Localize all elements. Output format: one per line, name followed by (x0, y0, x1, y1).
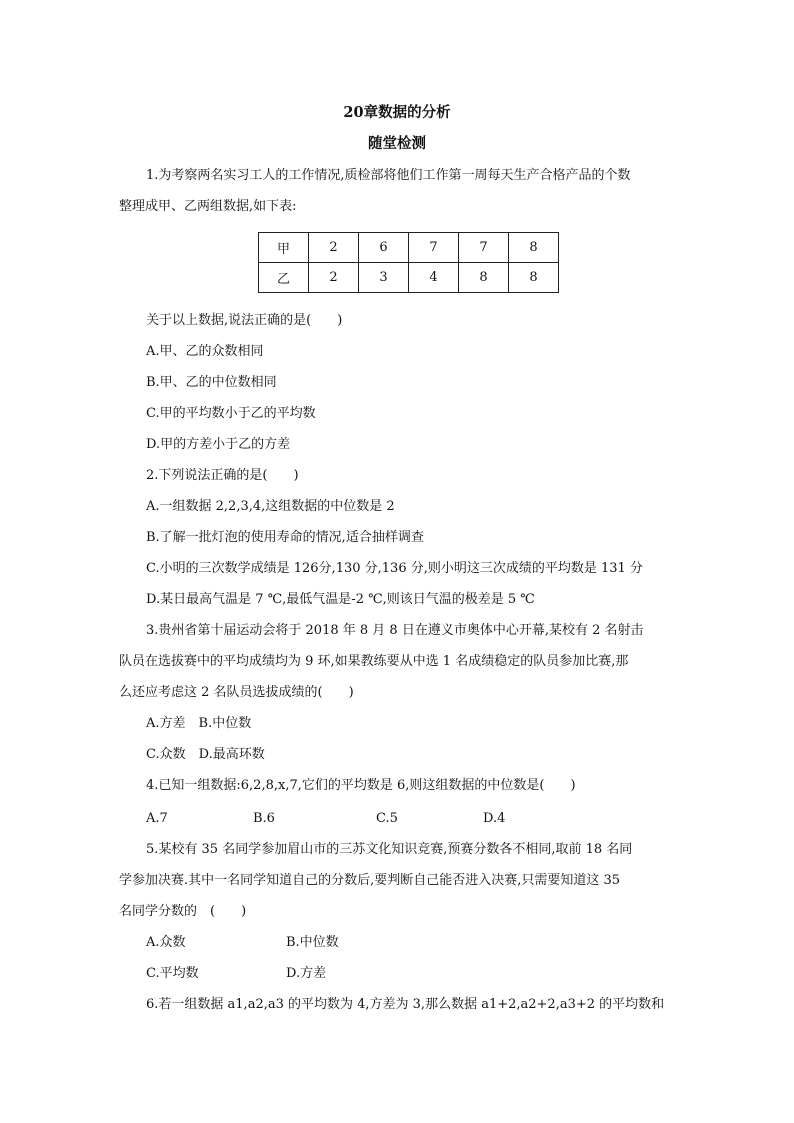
table-cell: 2 (309, 263, 359, 293)
q5-option-c: C.平均数 (146, 966, 199, 981)
q5-option-b: B.中位数 (286, 935, 339, 950)
q3-options-row1: A.方差 B.中位数 (146, 716, 252, 731)
table-row (259, 233, 559, 263)
q5-line3: 名同学分数的 ( ) (119, 904, 247, 919)
q1-option-b: B.甲、乙的中位数相同 (146, 375, 277, 390)
table-cell: 3 (359, 263, 409, 293)
document-subtitle: 随堂检测 (368, 135, 426, 152)
q2-option-d: D.某日最高气温是 7 ℃,最低气温是-2 ℃,则该日气温的极差是 5 ℃ (146, 592, 535, 607)
q1-stem-line2: 整理成甲、乙两组数据,如下表: (119, 199, 297, 214)
table-cell: 2 (309, 233, 359, 263)
table-cell: 7 (459, 233, 509, 263)
q4-stem: 4.已知一组数据:6,2,8,x,7,它们的平均数是 6,则这组数据的中位数是( ) (146, 778, 576, 793)
table-cell: 乙 (259, 263, 309, 293)
q3-options-row2: C.众数 D.最高环数 (146, 747, 265, 762)
q4-option-a: A.7 (146, 811, 168, 826)
q5-line2: 学参加决赛.其中一名同学知道自己的分数后,要判断自己能否进入决赛,只需要知道这 35 (119, 873, 621, 888)
q1-data-table (258, 232, 559, 293)
q1-option-c: C.甲的平均数小于乙的平均数 (146, 406, 316, 421)
q1-stem-line1: 1.为考察两名实习工人的工作情况,质检部将他们工作第一周每天生产合格产品的个数 (146, 168, 631, 183)
q6-line1: 6.若一组数据 a1,a2,a3 的平均数为 4,方差为 3,那么数据 a1+2,a2+2,a3+2 的平均数和 (146, 997, 665, 1012)
q2-option-a: A.一组数据 2,2,3,4,这组数据的中位数是 2 (146, 499, 395, 514)
table-cell: 8 (509, 233, 559, 263)
table-row (259, 263, 559, 293)
q3-line1: 3.贵州省第十届运动会将于 2018 年 8 月 8 日在遵义市奥体中心开幕,某校有 2 名射击 (146, 623, 644, 638)
q4-option-b: B.6 (253, 811, 275, 826)
q5-option-a: A.众数 (146, 935, 186, 950)
q3-line3: 么还应考虑这 2 名队员选拔成绩的( ) (119, 685, 354, 700)
q3-line2: 队员在选拔赛中的平均成绩均为 9 环,如果教练要从中选 1 名成绩稳定的队员参加比赛,那 (119, 654, 629, 669)
q2-option-b: B.了解一批灯泡的使用寿命的情况,适合抽样调查 (146, 530, 424, 545)
table-cell: 7 (409, 233, 459, 263)
table-cell: 甲 (259, 233, 309, 263)
q1-option-d: D.甲的方差小于乙的方差 (146, 437, 291, 452)
document-title: 20章数据的分析 (343, 104, 451, 121)
q2-stem: 2.下列说法正确的是( ) (146, 468, 299, 483)
q1-option-a: A.甲、乙的众数相同 (146, 344, 264, 359)
table-cell: 6 (359, 233, 409, 263)
table-cell: 4 (409, 263, 459, 293)
table-cell: 8 (459, 263, 509, 293)
q2-option-c: C.小明的三次数学成绩是 126分,130 分,136 分,则小明这三次成绩的平均数是 131 分 (146, 561, 643, 576)
q5-option-d: D.方差 (286, 966, 327, 981)
q1-question: 关于以上数据,说法正确的是( ) (146, 313, 343, 328)
table-cell: 8 (509, 263, 559, 293)
q4-option-c: C.5 (376, 811, 398, 826)
q4-option-d: D.4 (483, 811, 506, 826)
q5-line1: 5.某校有 35 名同学参加眉山市的三苏文化知识竞赛,预赛分数各不相同,取前 18 名同 (146, 842, 633, 857)
